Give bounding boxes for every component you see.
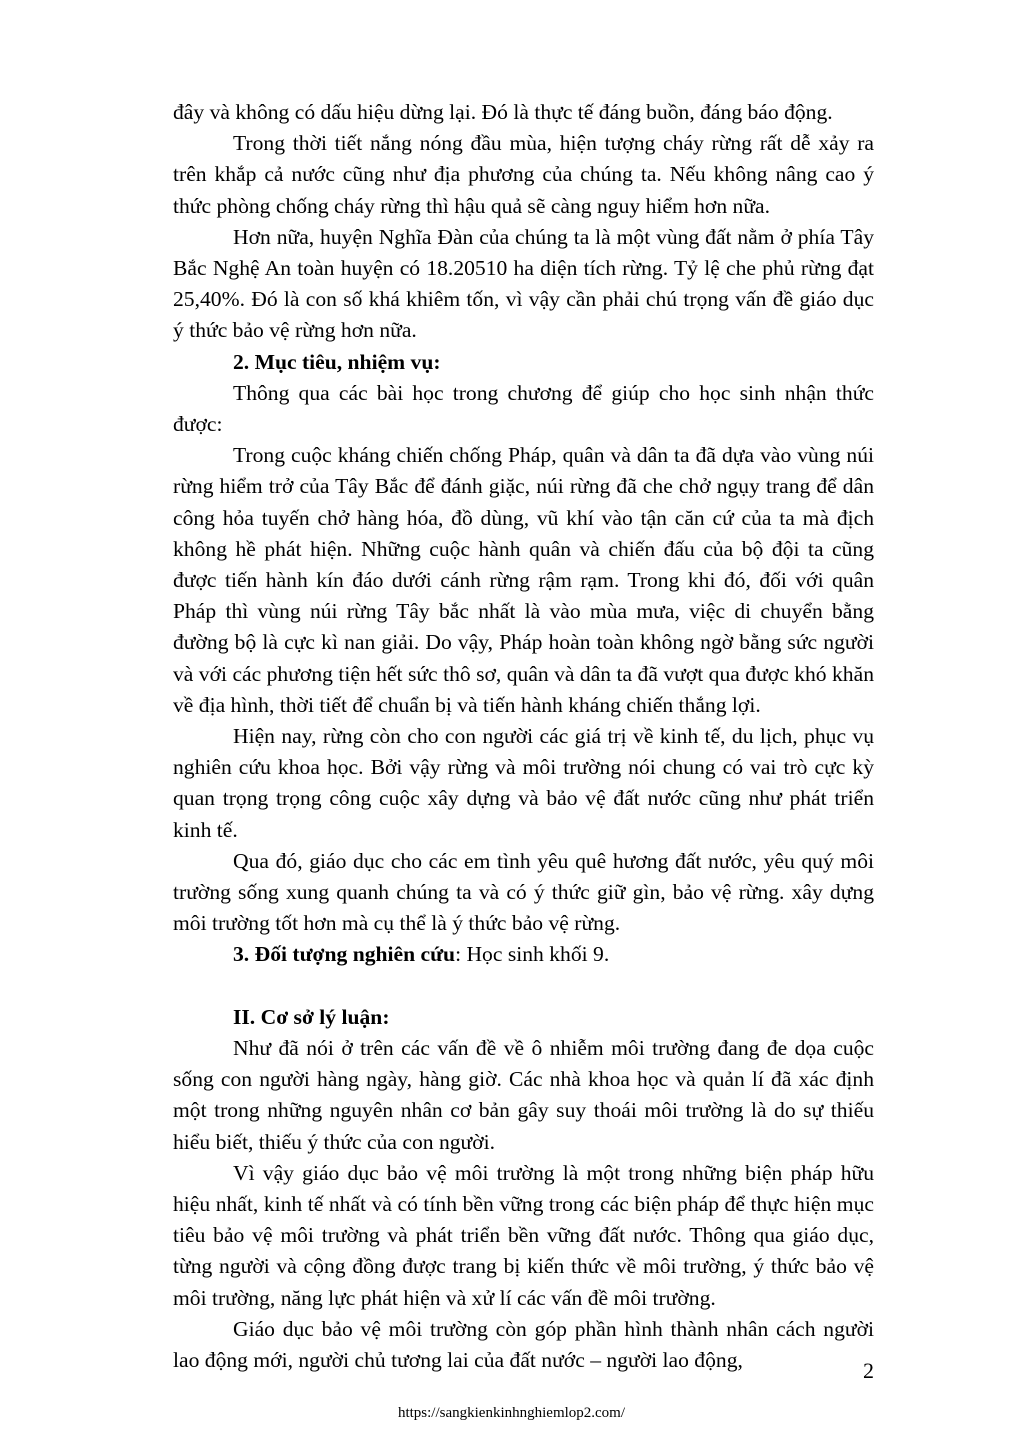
section-heading-theory (173, 1002, 874, 1033)
section-spacer (173, 971, 874, 1002)
document-body (173, 97, 874, 1376)
section-heading-subjects-value: : Học sinh khối 9. (455, 942, 610, 967)
footer-url: https://sangkienkinhnghiemlop2.com/ (397, 1405, 626, 1421)
paragraph-continuation: đây và không có dấu hiệu dừng lại. Đó là thực tế đáng buồn, đáng báo động. (173, 100, 833, 124)
paragraph-nghia-dan: Hơn nữa, huyện Nghĩa Đàn của chúng ta là một vùng đất nằm ở phía Tây Bắc Nghệ An toàn huyện có 18.20510 ha diện tích rừng. Tỷ lệ che phủ rừng đạt 25,40%. Đó là con số khá khiêm tốn, vì vậy cần phải chú trọng vấn đề giáo dục ý thức bảo vệ rừng hơn nữa. (173, 224, 874, 343)
paragraph-forest-fire: Trong thời tiết nắng nóng đầu mùa, hiện tượng cháy rừng rất dễ xảy ra trên khắp cả nước cũng như địa phương của chúng ta. Nếu không nâng cao ý thức phòng chống cháy rừng thì hậu quả sẽ càng nguy hiểm hơn nữa. (173, 131, 874, 218)
section-heading-subjects (173, 939, 874, 970)
section-heading-objectives (173, 347, 874, 378)
paragraph-character: Giáo dục bảo vệ môi trường còn góp phần hình thành nhân cách người lao động mới, người chủ tương lai của đất nước – người lao động, (173, 1316, 874, 1372)
paragraph-objectives-intro: Thông qua các bài học trong chương để giúp cho học sinh nhận thức được: (173, 380, 874, 437)
section-heading-objectives-text: 2. Mục tiêu, nhiệm vụ: (233, 349, 441, 374)
paragraph-resistance-war: Trong cuộc kháng chiến chống Pháp, quân và dân ta đã dựa vào vùng núi rừng hiểm trở của Tây Bắc để đánh giặc, núi rừng đã che chở ngụy trang để dân công hỏa tuyến chở hàng hóa, đồ dùng, vũ khí vào tận căn cứ của ta mà địch không hề phát hiện. Những cuộc hành quân và chiến đấu của bộ đội ta cũng được tiến hành kín đáo dưới cánh rừng rậm rạm. Trong khi đó, đối với quân Pháp thì vùng núi rừng Tây bắc nhất là vào mùa mưa, việc di chuyển bằng đường bộ là cực kì nan giải. Do vậy, Pháp hoàn toàn không ngờ bằng sức người và với các phương tiện hết sức thô sơ, quân và dân ta đã vượt qua được khó khăn về địa hình, thời tiết để chuẩn bị và tiến hành kháng chiến thắng lợi. (173, 443, 874, 717)
section-heading-subjects-label: 3. Đối tượng nghiên cứu (233, 942, 456, 967)
paragraph-education: Qua đó, giáo dục cho các em tình yêu quê hương đất nước, yêu quý môi trường sống xung quanh chúng ta và có ý thức giữ gìn, bảo vệ rừng. xây dựng môi trường tốt hơn mà cụ thể là ý thức bảo vệ rừng. (173, 848, 874, 936)
section-heading-theory-text: II. Cơ sở lý luận: (233, 1004, 390, 1029)
page-number: 2 (863, 1358, 874, 1383)
paragraph-environment-education: Vì vậy giáo dục bảo vệ môi trường là một trong những biện pháp hữu hiệu nhất, kinh tế nhất và có tính bền vững trong các biện pháp để thực hiện mục tiêu bảo vệ môi trường và phát triển bền vững đất nước. Thông qua giáo dục, từng người và cộng đồng được trang bị kiến thức về môi trường, ý thức bảo vệ môi trường, năng lực phát hiện và xử lí các vấn đề môi trường. (173, 1160, 874, 1310)
paragraph-forest-value: Hiện nay, rừng còn cho con người các giá trị về kinh tế, du lịch, phục vụ nghiên cứu khoa học. Bởi vậy rừng và môi trường nói chung có vai trò cực kỳ quan trọng trọng công cuộc xây dựng và bảo vệ đất nước cũng như phát triển kinh tế. (173, 724, 874, 842)
paragraph-pollution: Như đã nói ở trên các vấn đề về ô nhiễm môi trường đang đe dọa cuộc sống con người hàng ngày, hàng giờ. Các nhà khoa học và quản lí đã xác định một trong những nguyên nhân cơ bản gây suy thoái môi trường là do sự thiếu hiểu biết, thiếu ý thức của con người. (173, 1035, 874, 1154)
